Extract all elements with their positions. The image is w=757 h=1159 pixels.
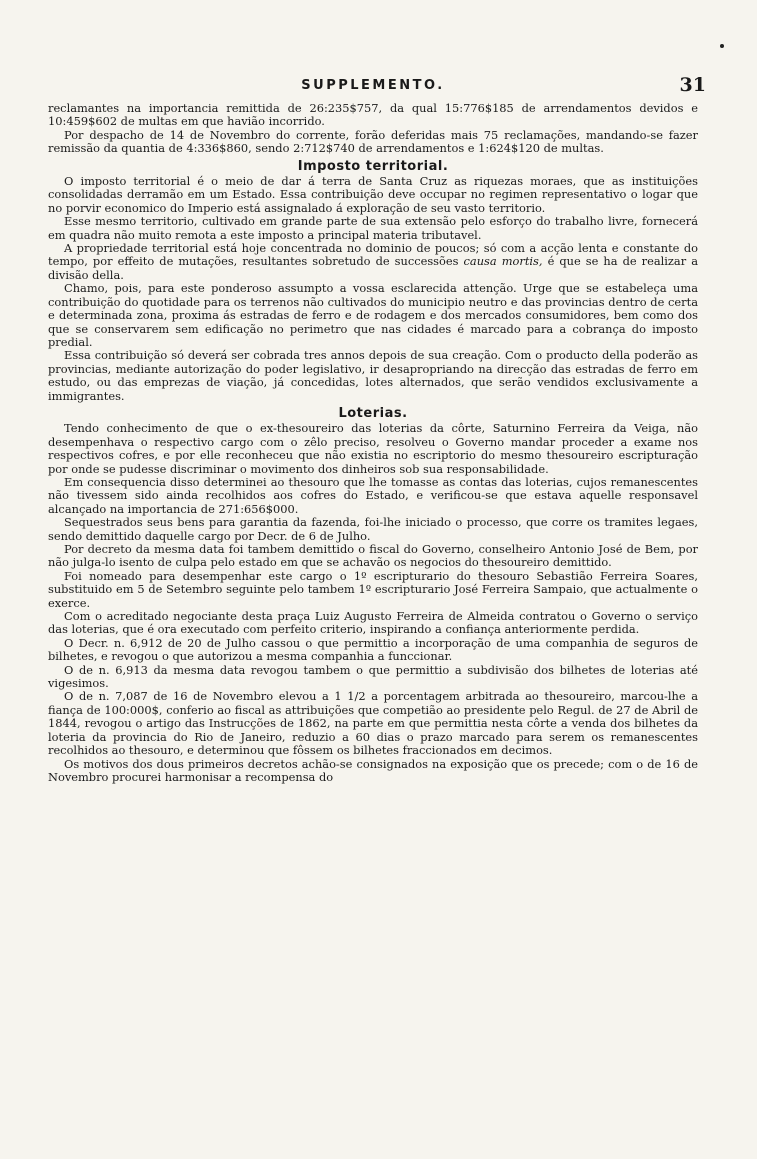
content bbox=[48, 102, 698, 784]
imposto-paragraph-3-text: A propriedade territorial está hoje concentrada no dominio de poucos; só com a acção lenta e constante do tempo, por effeito de mutações, resultantes sobretudo de successões bbox=[48, 241, 698, 269]
loterias-paragraph-9: O de n. 7,087 de 16 de Novembro elevou a 1 1/2 a porcentagem arbitrada ao thesoureiro, marcou-lhe a fiança de 100:000$, conferio ao fiscal as attribuições que competião ao presidente pelo Regul. de 27 de Abril de 1844, revogou o artigo das Instrucções de 1862, na parte em que permittia nesta côrte a venda dos bilhetes da loteria da provincia do Rio de Janeiro, reduzio a 60 dias o prazo marcado para serem os remanescentes recolhidos ao thesouro, e determinou que fôssem os bilhetes fraccionados em decimos. bbox=[48, 689, 698, 758]
loterias-paragraph-7: O Decr. n. 6,912 de 20 de Julho cassou o que permittio a incorporação de uma companhia de seguros de bilhetes, e revogou o que autorizou a mesma companhia a funccionar. bbox=[48, 635, 698, 664]
section-heading-loterias: Loterias. bbox=[338, 405, 408, 421]
section-heading-imposto: Imposto territorial. bbox=[297, 158, 449, 174]
intro-paragraph-1: reclamantes na importancia remittida de 26:235$757, da qual 15:776$185 de arrendamentos devidos e 10:459$602 de multas em que havião incorrido. bbox=[48, 101, 698, 129]
margin-ink-mark bbox=[720, 44, 724, 48]
page-title: SUPPLEMENTO. bbox=[301, 78, 445, 93]
imposto-paragraph-1: O imposto territorial é o meio de dar á terra de Santa Cruz as riquezas moraes, que as instituições consolidadas derramão em um Estado. Essa contribuição deve occupar no regimen representativo o logar que no porvir economico do Imperio está assignalado á exploração de seu vasto territorio. bbox=[48, 174, 698, 215]
imposto-paragraph-5: Essa contribuição só deverá ser cobrada tres annos depois de sua creação. Com o producto della poderão as provincias, mediante autorização do poder legislativo, ir desapropriando na direcção das estradas de ferro em estudo, ou das emprezas de viação, já concedidas, lotes alternados, que serão vendidos exclusivamente a immigrantes. bbox=[48, 348, 698, 403]
italic-phrase: causa mortis, bbox=[463, 254, 543, 269]
loterias-paragraph-6: Com o acreditado negociante desta praça Luiz Augusto Ferreira de Almeida contratou o Governo o serviço das loterias, que é ora executado com perfeito criterio, inspirando a confiança anteriormente perdida. bbox=[48, 609, 698, 637]
intro-paragraph-2: Por despacho de 14 de Novembro do corrente, forão deferidas mais 75 reclamações, mandando-se fazer remissão da quantia de 4:336$860, sendo 2:712$740 de arrendamentos e 1:624$120 de multas. bbox=[48, 127, 698, 156]
imposto-paragraph-3-end: é que se ha de realizar a divisão della. bbox=[48, 254, 699, 282]
loterias-paragraph-5: Foi nomeado para desempenhar este cargo o 1º escripturario do thesouro Sebastião Ferreira Soares, substituido em 5 de Setembro seguinte pelo tambem 1º escripturario José Ferreira Sampaio, que actualmente o exerce. bbox=[48, 568, 698, 610]
page-number: 31 bbox=[679, 74, 706, 96]
running-head bbox=[48, 74, 706, 98]
loterias-paragraph-3: Sequestrados seus bens para garantia da fazenda, foi-lhe iniciado o processo, que corre os tramites legaes, sendo demittido daquelle cargo por Decr. de 6 de Julho. bbox=[48, 515, 698, 543]
imposto-paragraph-2: Esse mesmo territorio, cultivado em grande parte de sua extensão pelo esforço do trabalho livre, fornecerá em quadra não muito remota a este imposto a principal materia tributavel. bbox=[48, 214, 698, 242]
loterias-paragraph-10: Os motivos dos dous primeiros decretos achão-se consignados na exposição que os precede; com o de 16 de Novembro procurei harmonisar a recompensa do bbox=[48, 756, 698, 784]
loterias-paragraph-8: O de n. 6,913 da mesma data revogou tambem o que permittio a subdivisão dos bilhetes de loterias até vigesimos. bbox=[48, 662, 698, 691]
loterias-paragraph-4: Por decreto da mesma data foi tambem demittido o fiscal do Governo, conselheiro Antonio José de Bem, por não julga-lo isento de culpa pelo estado em que se achavão os negocios do thesoureiro demittido. bbox=[48, 542, 698, 570]
loterias-paragraph-1: Tendo conhecimento de que o ex-thesoureiro das loterias da côrte, Saturnino Ferreira da Veiga, não desempenhava o respectivo cargo com o zêlo preciso, resolveu o Governo mandar proceder a exame nos respectivos cofres, e por elle reconheceu que não existia no escriptorio do mesmo thesoureiro escripturação por onde se pudesse discriminar o movimento dos dinheiros sob sua responsabilidade. bbox=[48, 421, 698, 476]
loterias-paragraph-2: Em consequencia disso determinei ao thesouro que lhe tomasse as contas das loterias, cujos remanescentes não tivessem sido ainda recolhidos aos cofres do Estado, e verificou-se que estava aquelle responsavel alcançado na importancia de 271:656$000. bbox=[48, 474, 698, 516]
imposto-paragraph-4: Chamo, pois, para este ponderoso assumpto a vossa esclarecida attenção. Urge que se estabeleça uma contribuição do quotidade para os terrenos não cultivados do municipio neutro e das provincias dentro de certa e determinada zona, proxima ás estradas de ferro e de rodagem e dos mercados consumidores, bem como dos que se conservarem sem edificação no perimetro que nas cidades é marcado para a cobrança do imposto predial. bbox=[48, 281, 698, 349]
imposto-paragraph-3 bbox=[48, 242, 698, 282]
